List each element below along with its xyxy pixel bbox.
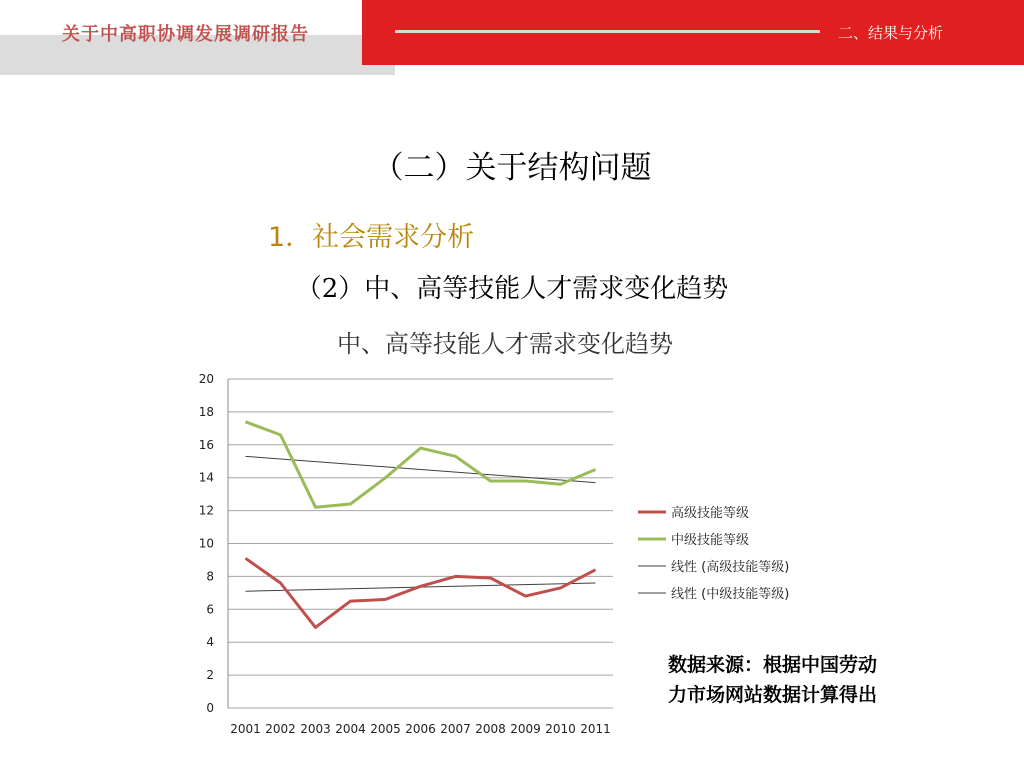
y-tick-label: 10 (198, 536, 214, 551)
data-source-line-1: 数据来源：根据中国劳动 (668, 654, 878, 676)
y-tick-label: 12 (198, 503, 214, 518)
x-tick-label: 2009 (510, 722, 541, 736)
data-source-line-2: 力市场网站数据计算得出 (668, 684, 878, 706)
y-tick-label: 16 (198, 437, 214, 452)
y-tick-label: 4 (206, 635, 214, 650)
legend-label: 线性 (高级技能等级) (671, 560, 790, 575)
x-tick-label: 2003 (300, 722, 331, 736)
chart-title: 中、高等技能人才需求变化趋势 (337, 330, 673, 358)
series-line (246, 422, 596, 508)
x-tick-label: 2011 (580, 722, 611, 736)
legend-label: 高级技能等级 (671, 506, 750, 521)
x-tick-label: 2010 (545, 722, 576, 736)
series-line (246, 558, 596, 627)
legend-label: 中级技能等级 (671, 533, 750, 548)
slide-heading: （二）关于结构问题 (372, 150, 652, 186)
x-tick-label: 2005 (370, 722, 401, 736)
y-tick-label: 8 (206, 569, 214, 584)
y-tick-label: 2 (206, 668, 214, 683)
y-tick-label: 14 (198, 470, 214, 485)
legend-label: 线性 (中级技能等级) (671, 587, 790, 602)
y-tick-label: 18 (198, 404, 214, 419)
y-tick-label: 20 (198, 372, 214, 386)
x-tick-label: 2004 (335, 722, 366, 736)
x-tick-label: 2001 (230, 722, 261, 736)
y-tick-label: 0 (206, 701, 214, 715)
x-tick-label: 2002 (265, 722, 296, 736)
data-source-note (668, 650, 998, 710)
x-tick-label: 2006 (405, 722, 436, 736)
slide-subheading-2: （2）中、高等技能人才需求变化趋势 (295, 274, 729, 304)
section-label: 二、结果与分析 (838, 24, 944, 42)
slide-subheading: 1．社会需求分析 (268, 222, 475, 253)
report-title: 关于中高职协调发展调研报告 (62, 24, 309, 45)
x-tick-label: 2007 (440, 722, 471, 736)
y-tick-label: 6 (206, 602, 214, 617)
x-tick-label: 2008 (475, 722, 506, 736)
